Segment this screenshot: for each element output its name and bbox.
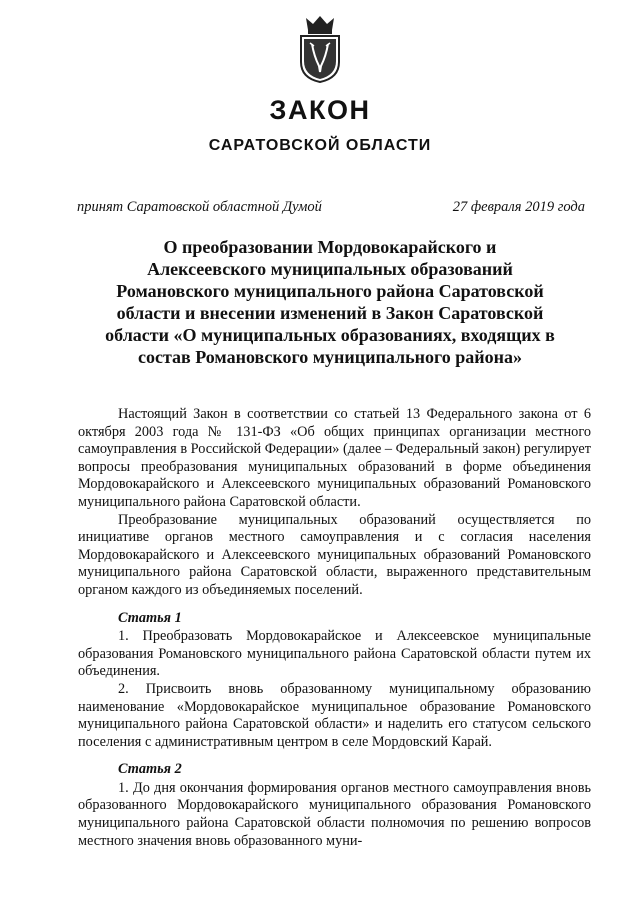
article-title: Статья 1 bbox=[118, 609, 182, 626]
heading-line: области и внесении изменений в Закон Саратовской bbox=[116, 303, 544, 323]
heading-line: состав Романовского муниципального района» bbox=[137, 347, 523, 367]
heading-line: Алексеевского муниципальных образований bbox=[147, 259, 513, 279]
law-subtitle: САРАТОВСКОЙ ОБЛАСТИ bbox=[208, 137, 432, 154]
article-title: Статья 2 bbox=[118, 761, 182, 778]
article-paragraph: 1. Преобразовать Мордовокарайское и Алексеевское муниципальные образования Романовского муниципального района Саратовской области путем их объединения. bbox=[78, 628, 591, 680]
heading-line: Романовского муниципального района Саратовской bbox=[116, 281, 544, 301]
law-body bbox=[78, 406, 591, 850]
adopted-by: принят Саратовской областной Думой bbox=[77, 199, 322, 215]
coat-of-arms-emblem bbox=[298, 14, 342, 84]
law-heading bbox=[64, 236, 596, 368]
article-paragraph: 2. Присвоить вновь образованному муниципальному образованию наименование «Мордовокарайское муниципальное образование Романовского муниципального района Саратовской области» и наделить его статусом сельского поселения с административным центром в селе Мордовский Карай. bbox=[78, 680, 591, 750]
heading-line: области «О муниципальных образованиях, входящих в bbox=[105, 325, 555, 345]
article-paragraph: 1. До дня окончания формирования органов местного самоуправления вновь образованного Мордовокарайского муниципального образования Романовского муниципального района Саратовской области полномочия по решению вопросов местного значения вновь образованного муни- bbox=[78, 779, 591, 849]
heading-line: О преобразовании Мордовокарайского и bbox=[163, 237, 497, 257]
adoption-date: 27 февраля 2019 года bbox=[452, 199, 585, 215]
law-title: ЗАКОН bbox=[269, 95, 371, 125]
preamble-paragraph: Настоящий Закон в соответствии со статьей 13 Федерального закона от 6 октября 2003 года № 131-ФЗ «Об общих принципах организации местного самоуправления в Российской Федерации» (далее – Федеральный закон) регулирует вопросы преобразования муниципальных образований в форме объединения Мордовокарайского и Алексеевского муниципальных образований Романовского муниципального района Саратовской области. bbox=[78, 406, 591, 510]
preamble-paragraph: Преобразование муниципальных образований осуществляется по инициативе органов местного самоуправления и с согласия населения Мордовокарайского и Алексеевского муниципальных образований Романовского муниципального района Саратовской области, выраженного представительным органом каждого из объединяемых поселений. bbox=[78, 511, 591, 598]
